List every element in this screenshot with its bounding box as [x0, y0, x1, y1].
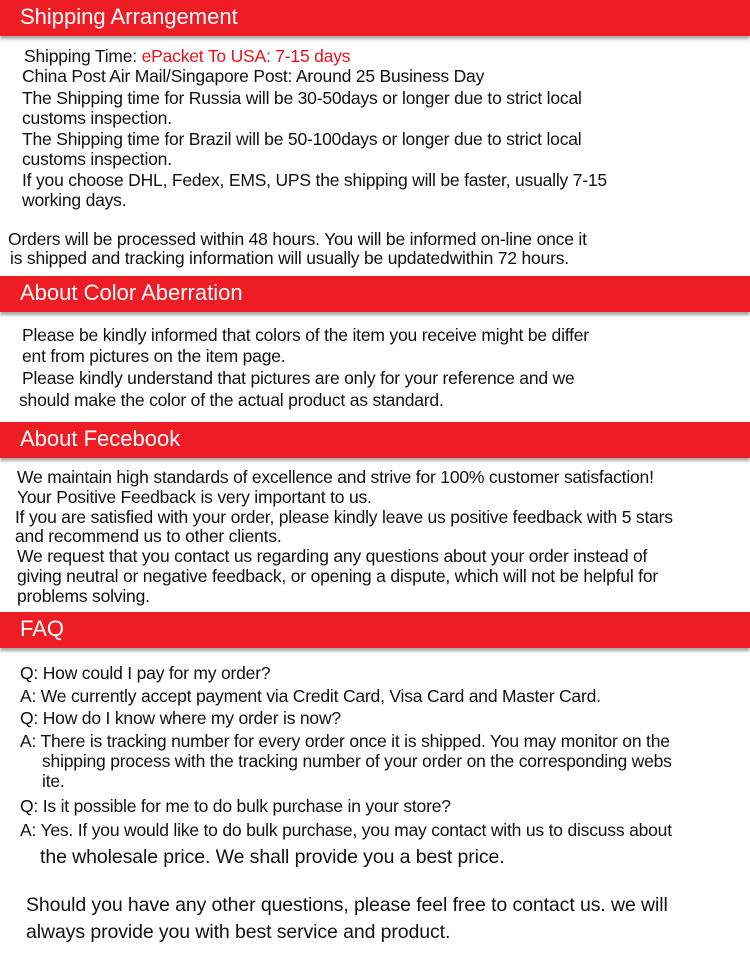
feedback-text-line: Your Positive Feedback is very important to us.	[17, 487, 372, 507]
faq-answer-continued: shipping process with the tracking number of your order on the corresponding webs	[42, 752, 672, 771]
feedback-text-line: giving neutral or negative feedback, or opening a dispute, which will not be helpful for	[17, 566, 659, 586]
shipping-text-line: working days.	[22, 190, 127, 210]
color-text-line: Please kindly understand that pictures are only for your reference and we	[22, 368, 575, 388]
section-header-faq	[0, 612, 750, 648]
shipping-time-line	[24, 47, 350, 67]
faq-answer: A: There is tracking number for every order once it is shipped. You may monitor on the	[20, 732, 670, 751]
color-text-line: ent from pictures on the item page.	[22, 346, 286, 366]
section-header-shipping	[0, 0, 750, 36]
shipping-text-line: customs inspection.	[22, 149, 172, 169]
section-header-feedback	[0, 422, 750, 458]
faq-question: Q: How could I pay for my order?	[20, 663, 271, 683]
color-text-line: should make the color of the actual product as standard.	[19, 390, 444, 410]
faq-answer: A: Yes. If you would like to do bulk purchase, you may contact with us to discuss about	[20, 821, 672, 840]
feedback-text-line: If you are satisfied with your order, please kindly leave us positive feedback with 5 stars	[15, 508, 673, 527]
section-title: FAQ	[20, 616, 65, 641]
faq-question: Q: How do I know where my order is now?	[20, 708, 341, 728]
faq-answer-continued: ite.	[42, 771, 65, 791]
section-title: About Color Aberration	[20, 280, 243, 305]
processing-text-line: Orders will be processed within 48 hours. You will be informed on-line once it	[8, 229, 587, 249]
shipping-text-line: If you choose DHL, Fedex, EMS, UPS the shipping will be faster, usually 7-15	[22, 170, 607, 190]
shipping-time-value: ePacket To USA: 7-15 days	[141, 46, 351, 66]
section-header-color	[0, 276, 750, 312]
processing-text-line: is shipped and tracking information will usually be updatedwithin 72 hours.	[10, 248, 569, 268]
faq-answer-continued: the wholesale price. We shall provide you a best price.	[40, 846, 505, 868]
feedback-text-line: problems solving.	[17, 586, 150, 606]
shipping-text-line: China Post Air Mail/Singapore Post: Around 25 Business Day	[22, 66, 485, 86]
section-title: About Fecebook	[20, 426, 181, 451]
feedback-text-line: and recommend us to other clients.	[15, 526, 282, 546]
feedback-text-line: We maintain high standards of excellence and strive for 100% customer satisfaction!	[17, 467, 654, 487]
shipping-text-line: The Shipping time for Russia will be 30-50days or longer due to strict local	[22, 88, 582, 108]
shipping-text-line: The Shipping time for Brazil will be 50-100days or longer due to strict local	[22, 129, 582, 149]
section-title: Shipping Arrangement	[20, 4, 238, 29]
shipping-time-label: Shipping Time:	[24, 46, 137, 66]
closing-text-line: Should you have any other questions, please feel free to contact us. we will	[26, 894, 668, 916]
faq-question: Q: Is it possible for me to do bulk purchase in your store?	[20, 796, 451, 816]
faq-answer: A: We currently accept payment via Credit Card, Visa Card and Master Card.	[20, 686, 601, 706]
shipping-text-line: customs inspection.	[22, 108, 172, 128]
closing-text-line: always provide you with best service and product.	[26, 921, 451, 943]
feedback-text-line: We request that you contact us regarding any questions about your order instead of	[17, 546, 648, 566]
color-text-line: Please be kindly informed that colors of the item you receive might be differ	[22, 325, 589, 345]
